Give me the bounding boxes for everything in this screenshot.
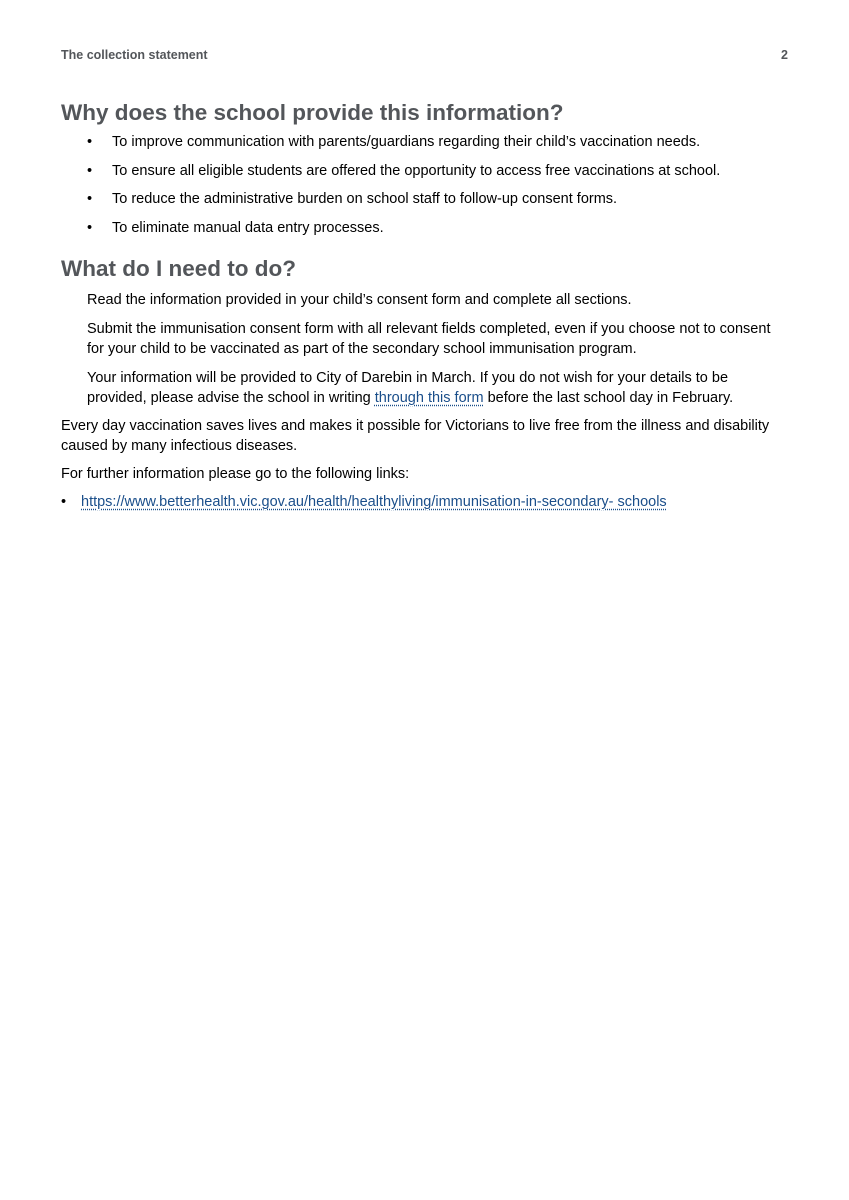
page-number: 2	[781, 48, 788, 62]
paragraph-read-information: Read the information provided in your child’s consent form and complete all sections.	[87, 292, 632, 308]
page-header	[61, 48, 788, 66]
bullet-icon: •	[87, 162, 93, 179]
list-item	[61, 162, 788, 191]
heading-what-do-i-need-to-do: What do I need to do?	[61, 256, 296, 281]
paragraph-submit-form: Submit the immunisation consent form with all relevant fields completed, even if you choose not to consent for your child to be vaccinated as part of the secondary school immunisation program.	[87, 321, 771, 357]
paragraph-text-before-link: Your information will be provided to City of Darebin in March. If you do not wish for your details to be provided, please advise the school in writing	[87, 370, 729, 406]
list-item	[61, 133, 788, 162]
paragraph-information-provided	[87, 368, 777, 408]
betterhealth-link[interactable]: https://www.betterhealth.vic.gov.au/health/healthyliving/immunisation-in-secondary- schools	[81, 494, 667, 510]
list-item-text: To ensure all eligible students are offered the opportunity to access free vaccinations at school.	[112, 162, 721, 179]
paragraph-further-information: For further information please go to the following links:	[61, 466, 410, 482]
bullet-icon: •	[61, 494, 67, 510]
list-item	[61, 492, 788, 512]
bullet-icon: •	[87, 191, 93, 207]
list-item	[61, 219, 788, 248]
list-item-text: To improve communication with parents/guardians regarding their child’s vaccination needs.	[112, 134, 701, 150]
reasons-list	[61, 133, 788, 247]
document-section-title: The collection statement	[61, 48, 208, 62]
list-item	[61, 190, 788, 219]
list-item-text: To eliminate manual data entry processes.	[112, 219, 384, 236]
through-this-form-link[interactable]: through this form	[374, 390, 484, 406]
heading-why-provide-information: Why does the school provide this information?	[61, 100, 564, 125]
bullet-icon: •	[87, 134, 93, 150]
paragraph-text-after-link: before the last school day in February.	[483, 390, 734, 406]
paragraph-vaccination-saves-lives: Every day vaccination saves lives and makes it possible for Victorians to live free from the illness and disability caused by many infectious diseases.	[61, 418, 770, 454]
further-information-links	[61, 492, 788, 512]
bullet-icon: •	[87, 219, 93, 236]
list-item-text: To reduce the administrative burden on school staff to follow-up consent forms.	[112, 191, 618, 207]
